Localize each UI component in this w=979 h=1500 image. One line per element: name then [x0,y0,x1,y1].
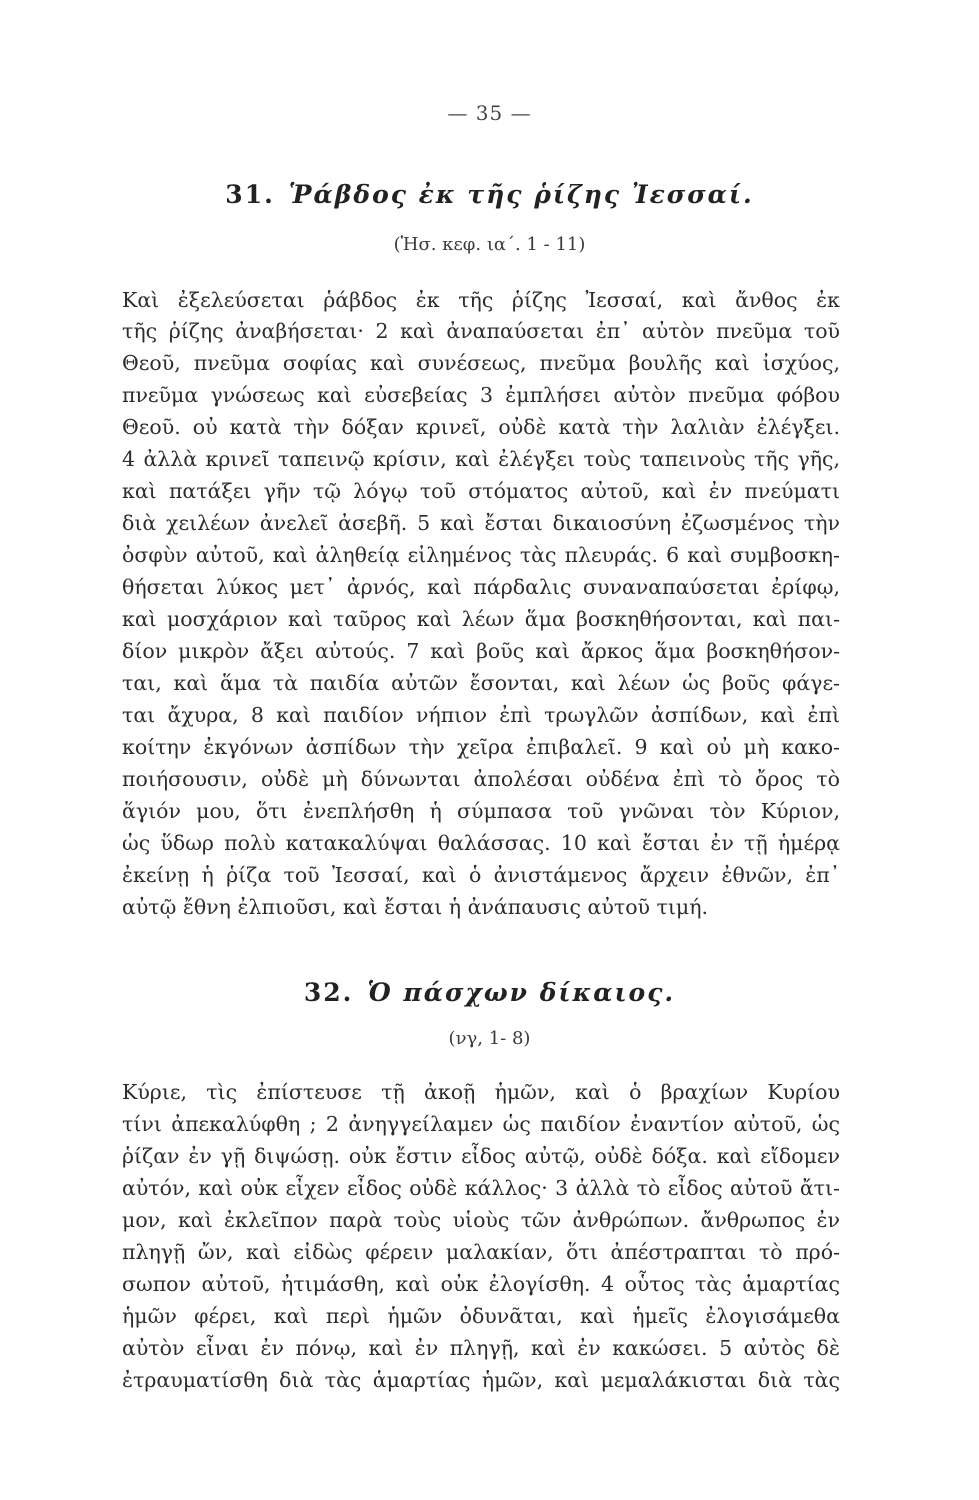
text-line: ἐκείνῃ ἡ ῥίζα τοῦ Ἰεσσαί, καὶ ὁ ἀνιστάμενος ἄρχειν ἐθνῶν, ἐπ᾿ [122,863,840,887]
text-line: ται, καὶ ἅμα τὰ παιδία αὐτῶν ἔσονται, καὶ λέων ὡς βοῦς φάγε- [122,671,840,695]
text-line: ται ἄχυρα, 8 καὶ παιδίον νήπιον ἐπὶ τρωγλῶν ἀσπίδων, καὶ ἐπὶ [122,703,840,727]
section-number: 32. [303,978,354,1007]
text-line: δίον μικρὸν ἄξει αὐτούς. 7 καὶ βοῦς καὶ ἄρκος ἅμα βοσκηθήσον- [122,639,840,663]
text-line: αὐτόν, καὶ οὐκ εἶχεν εἶδος οὐδὲ κάλλος· 3 ἀλλὰ τὸ εἶδος αὐτοῦ ἄτι- [122,1176,840,1200]
text-line: ὡς ὕδωρ πολὺ κατακαλύψαι θαλάσσας. 10 καὶ ἔσται ἐν τῇ ἡμέρᾳ [122,831,840,855]
text-line: ποιήσουσιν, οὐδὲ μὴ δύνωνται ἀπολέσαι οὐδένα ἐπὶ τὸ ὄρος τὸ [122,767,840,791]
text-line: αὐτὸν εἶναι ἐν πόνῳ, καὶ ἐν πληγῇ, καὶ ἐν κακώσει. 5 αὐτὸς δὲ [122,1336,840,1360]
text-line: 4 ἀλλὰ κρινεῖ ταπεινῷ κρίσιν, καὶ ἐλέγξει τοὺς ταπεινοὺς τῆς γῆς, [122,447,840,471]
text-line: ἐτραυματίσθη διὰ τὰς ἁμαρτίας ἡμῶν, καὶ μεμαλάκισται διὰ τὰς [122,1368,840,1392]
text-line: μον, καὶ ἐκλεῖπον παρὰ τοὺς υἱοὺς τῶν ἀνθρώπων. ἄνθρωπος ἐν [122,1208,840,1232]
text-line: θήσεται λύκος μετ᾿ ἀρνός, καὶ πάρδαλις συναναπαύσεται ἐρίφῳ, [122,575,840,599]
text-line: τῆς ῥίζης ἀναβήσεται· 2 καὶ ἀναπαύσεται ἐπ᾿ αὐτὸν πνεῦμα τοῦ [122,319,840,343]
text-line: Θεοῦ, πνεῦμα σοφίας καὶ συνέσεως, πνεῦμα βουλῆς καὶ ἰσχύος, [122,351,840,375]
section-heading-32 [0,978,979,1007]
text-line: τίνι ἀπεκαλύφθη ; 2 ἀνηγγείλαμεν ὡς παιδίον ἐναντίον αὐτοῦ, ὡς [122,1112,840,1136]
text-line: κοίτην ἐκγόνων ἀσπίδων τὴν χεῖρα ἐπιβαλεῖ. 9 καὶ οὐ μὴ κακο- [122,735,840,759]
text-line: ῥίζαν ἐν γῇ διψώσῃ. οὐκ ἔστιν εἶδος αὐτῷ, οὐδὲ δόξα. καὶ εἴδομεν [122,1144,840,1168]
text-line: πληγῇ ὤν, καὶ εἰδὼς φέρειν μαλακίαν, ὅτι ἀπέστραπται τὸ πρό- [122,1240,840,1264]
text-line: καὶ μοσχάριον καὶ ταῦρος καὶ λέων ἅμα βοσκηθήσονται, καὶ παι- [122,607,840,631]
text-line: ἡμῶν φέρει, καὶ περὶ ἡμῶν ὀδυνᾶται, καὶ ἡμεῖς ἐλογισάμεθα [122,1304,840,1328]
text-line: Καὶ ἐξελεύσεται ῥάβδος ἐκ τῆς ῥίζης Ἰεσσαί, καὶ ἄνθος ἐκ [122,288,840,312]
text-line: πνεῦμα γνώσεως καὶ εὐσεβείας 3 ἐμπλήσει αὐτὸν πνεῦμα φόβου [122,383,840,407]
page-number: — 35 — [447,101,532,125]
text-line: αὐτῷ ἔθνη ἐλπιοῦσι, καὶ ἔσται ἡ ἀνάπαυσις αὐτοῦ τιμή. [122,895,709,919]
section-number: 31. [225,180,275,209]
text-line: καὶ πατάξει γῆν τῷ λόγῳ τοῦ στόματος αὐτοῦ, καὶ ἐν πνεύματι [122,479,840,503]
text-line: Θεοῦ. οὐ κατὰ τὴν δόξαν κρινεῖ, οὐδὲ κατὰ τὴν λαλιὰν ἐλέγξει. [122,415,840,439]
text-line: ὀσφὺν αὐτοῦ, καὶ ἀληθείᾳ εἰλημένος τὰς πλευράς. 6 καὶ συμβοσκη- [122,543,840,567]
text-line: διὰ χειλέων ἀνελεῖ ἀσεβῆ. 5 καὶ ἔσται δικαιοσύνη ἐζωσμένος τὴν [122,511,840,535]
text-line: ἅγιόν μου, ὅτι ἐνεπλήσθη ἡ σύμπασα τοῦ γνῶναι τὸν Κύριον, [122,799,840,823]
scripture-reference: (Ἡσ. κεφ. ια΄. 1 - 11) [393,234,586,255]
text-line: Κύριε, τὶς ἐπίστευσε τῇ ἀκοῇ ἡμῶν, καὶ ὁ βραχίων Κυρίου [122,1080,840,1104]
text-line: σωπον αὐτοῦ, ἠτιμάσθη, καὶ οὐκ ἐλογίσθη. 4 οὗτος τὰς ἁμαρτίας [122,1272,840,1296]
section-title: Ῥάβδος ἐκ τῆς ῥίζης Ἰεσσαί. [288,180,754,209]
section-heading-31 [0,180,979,209]
section-title: Ὁ πάσχων δίκαιος. [367,978,676,1007]
scripture-reference: (νγ, 1- 8) [448,1028,531,1049]
